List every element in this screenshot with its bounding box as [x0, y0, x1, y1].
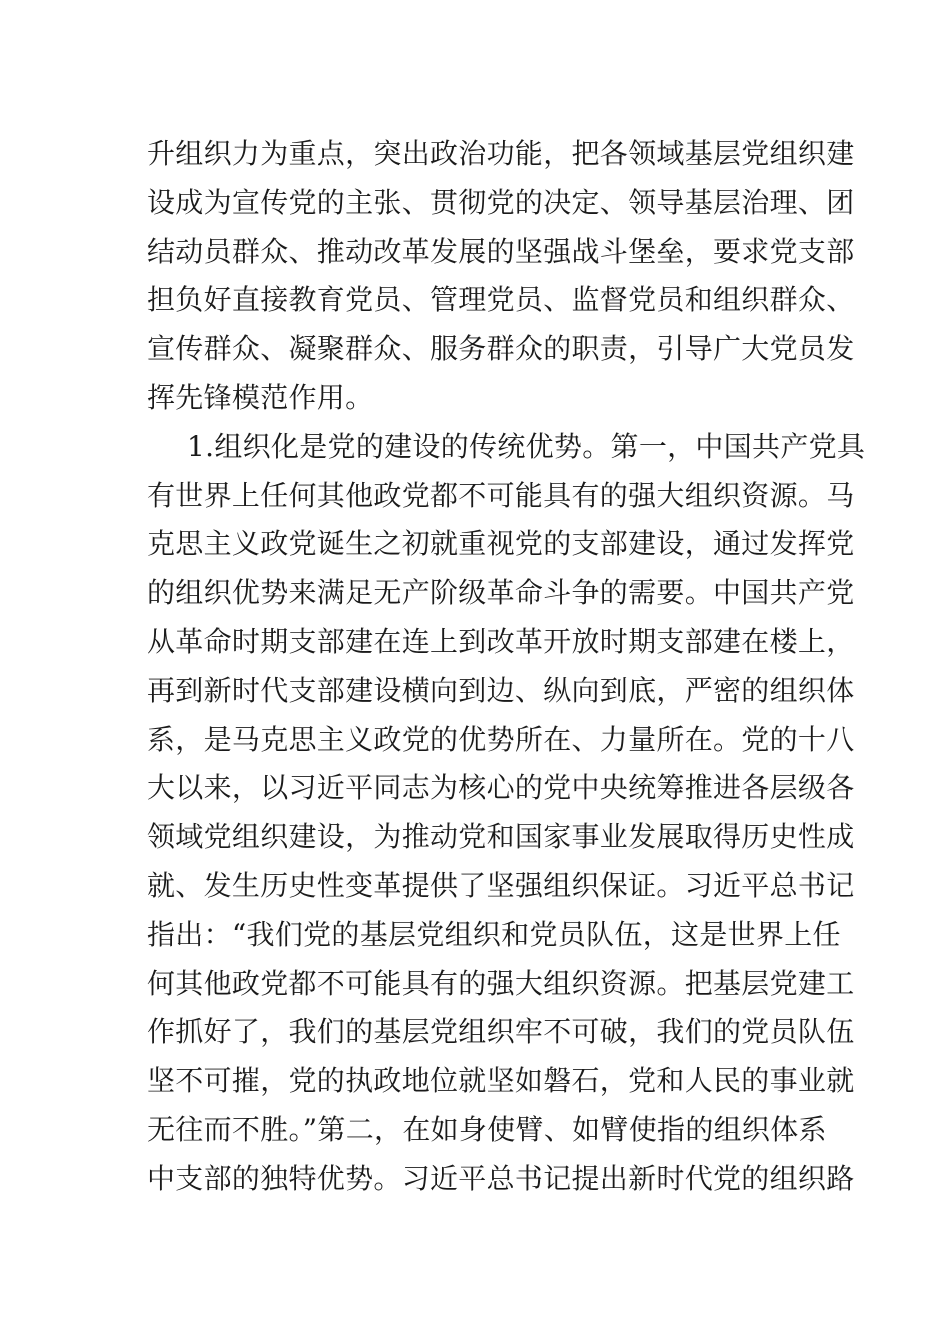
text-line: 设成为宣传党的主张、贯彻党的决定、领导基层治理、团 [147, 185, 855, 219]
paragraph-first-line: 1.组织化是党的建设的传统优势。第一，中国共产党具 [187, 429, 866, 463]
text-line: 作抓好了，我们的基层党组织牢不可破，我们的党员队伍 [147, 1015, 855, 1049]
text-line: 结动员群众、推动改革发展的坚强战斗堡垒，要求党支部 [147, 234, 855, 268]
text-line: 从革命时期支部建在连上到改革开放时期支部建在楼上， [147, 624, 855, 658]
text-line: 的组织优势来满足无产阶级革命斗争的需要。中国共产党 [147, 576, 855, 610]
text-line: 升组织力为重点，突出政治功能，把各领域基层党组织建 [147, 137, 855, 170]
text-line: 宣传群众、凝聚群众、服务群众的职责，引导广大党员发 [147, 332, 855, 366]
text-line: 领域党组织建设，为推动党和国家事业发展取得历史性成 [147, 820, 855, 854]
text-line: 再到新时代支部建设横向到边、纵向到底，严密的组织体 [147, 673, 855, 707]
text-line: 挥先锋模范作用。 [147, 380, 374, 414]
text-line: 中支部的独特优势。习近平总书记提出新时代党的组织路 [147, 1161, 855, 1195]
text-line: 何其他政党都不可能具有的强大组织资源。把基层党建工 [147, 966, 855, 1000]
body-text [147, 130, 866, 1204]
text-line: 指出：“我们党的基层党组织和党员队伍，这是世界上任 [147, 917, 841, 951]
text-line: 坚不可摧，党的执政地位就坚如磐石，党和人民的事业就 [147, 1064, 855, 1098]
text-line: 担负好直接教育党员、管理党员、监督党员和组织群众、 [147, 283, 855, 317]
text-line: 大以来，以习近平同志为核心的党中央统筹推进各层级各 [147, 771, 855, 805]
text-line: 就、发生历史性变革提供了坚强组织保证。习近平总书记 [147, 868, 855, 902]
text-line: 有世界上任何其他政党都不可能具有的强大组织资源。马 [147, 478, 855, 512]
text-line: 系，是马克思主义政党的优势所在、力量所在。党的十八 [147, 722, 855, 756]
text-line: 无往而不胜。”第二，在如身使臂、如臂使指的组织体系 [147, 1112, 827, 1146]
text-line: 克思主义政党诞生之初就重视党的支部建设，通过发挥党 [147, 527, 855, 561]
